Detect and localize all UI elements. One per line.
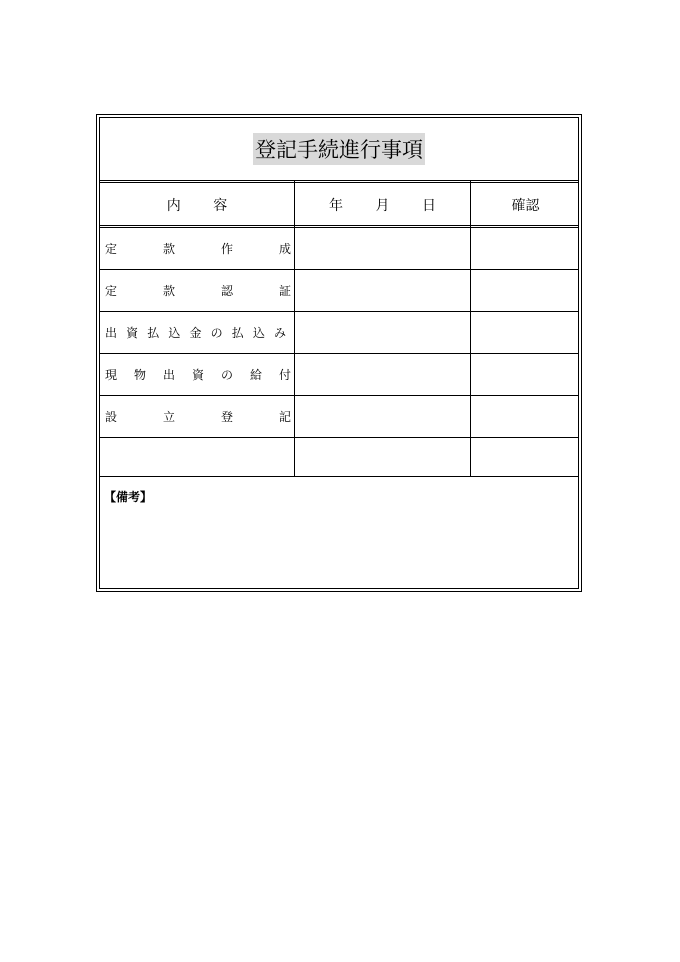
procedure-form: [96, 114, 582, 592]
header-confirm: 確認: [511, 197, 540, 214]
column-line-1: [294, 180, 295, 476]
title-row: [100, 118, 578, 180]
row-line-6: [100, 476, 578, 477]
column-line-2: [470, 180, 471, 476]
row-label-4: 現 物 出 資 の 給 付: [105, 368, 291, 382]
form-title: 登記手続進行事項: [253, 133, 425, 165]
title-divider: [100, 180, 578, 183]
row-label-1: 定 款 作 成: [105, 242, 291, 256]
row-label-3: 出 資 払 込 金 の 払 込 み: [105, 326, 286, 340]
notes-label: 【備考】: [104, 490, 153, 504]
row-label-2: 定 款 認 証: [105, 284, 291, 298]
form-inner-frame: [99, 117, 579, 589]
header-row: [100, 184, 578, 225]
header-content: 内 容: [166, 197, 228, 214]
row-label-6: [105, 438, 291, 479]
header-date: 年 月 日: [329, 197, 436, 214]
row-label-5: 設 立 登 記: [105, 410, 291, 424]
